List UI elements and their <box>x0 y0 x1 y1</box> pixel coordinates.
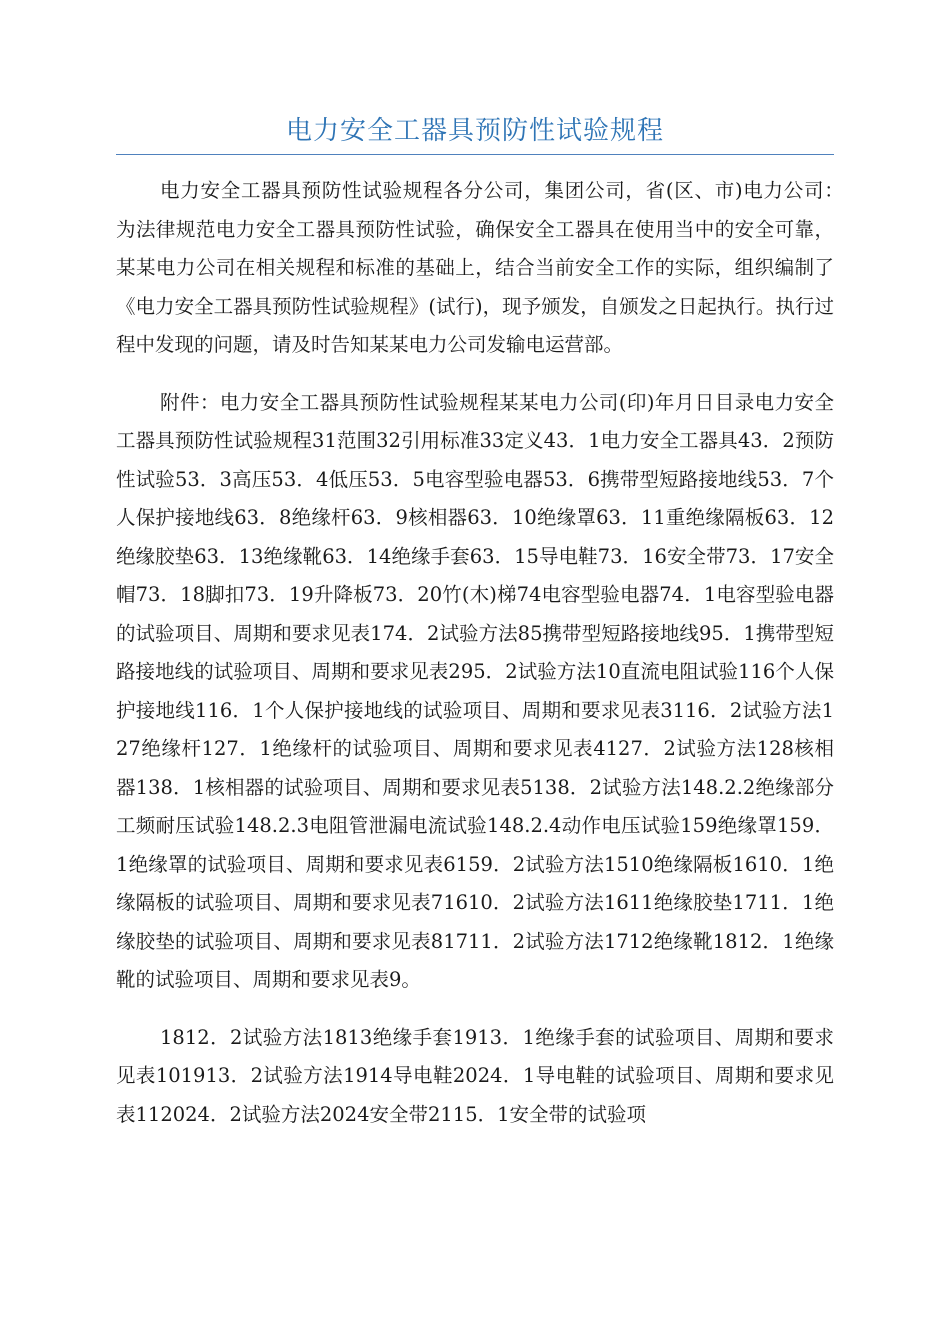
paragraph-attachment-contents: 附件：电力安全工器具预防性试验规程某某电力公司(印)年月日目录电力安全工器具预防性试验规程31范围32引用标准33定义43．1电力安全工器具43．2预防性试验53．3高压53．4低压53．5电容型验电器53．6携带型短路接地线53．7个人保护接地线63．8绝缘杆63．9核相器63．10绝缘罩63．11重绝缘隔板63．12绝缘胶垫63．13绝缘靴63．14绝缘手套63．15导电鞋73．16安全带73．17安全帽73．18脚扣73．19升降板73．20竹(木)梯74电容型验电器74．1电容型验电器的试验项目、周期和要求见表174．2试验方法85携带型短路接地线95．1携带型短路接地线的试验项目、周期和要求见表295．2试验方法10直流电阻试验116个人保护接地线116．1个人保护接地线的试验项目、周期和要求见表3116．2试验方法127绝缘杆127．1绝缘杆的试验项目、周期和要求见表4127．2试验方法128核相器138．1核相器的试验项目、周期和要求见表5138．2试验方法148.2.2绝缘部分工频耐压试验148.2.3电阻管泄漏电流试验148.2.4动作电压试验159绝缘罩159．1绝缘罩的试验项目、周期和要求见表6159．2试验方法1510绝缘隔板1610．1绝缘隔板的试验项目、周期和要求见表71610．2试验方法1611绝缘胶垫1711．1绝缘胶垫的试验项目、周期和要求见表81711．2试验方法1712绝缘靴1812．1绝缘靴的试验项目、周期和要求见表9。 <box>116 390 834 991</box>
paragraph-contents-continued: 1812．2试验方法1813绝缘手套1913．1绝缘手套的试验项目、周期和要求见表101913．2试验方法1914导电鞋2024．1导电鞋的试验项目、周期和要求见表112024．2试验方法2024安全带2115．1安全带的试验项 <box>116 1025 834 1126</box>
title-underline <box>116 154 834 155</box>
title-block <box>116 112 834 155</box>
document-body <box>116 172 860 1153</box>
paragraph-notice: 电力安全工器具预防性试验规程各分公司，集团公司，省(区、市)电力公司： 为法律规范电力安全工器具预防性试验，确保安全工器具在使用当中的安全可靠，某某电力公司在相关规程和标准的基础上，结合当前安全工作的实际，组织编制了《电力安全工器具预防性试验规程》(试行)，现予颁发，自颁发之日起执行。执行过程中发现的问题，请及时告知某某电力公司发输电运营部。 <box>116 179 860 356</box>
document-title: 电力安全工器具预防性试验规程 <box>285 116 664 146</box>
